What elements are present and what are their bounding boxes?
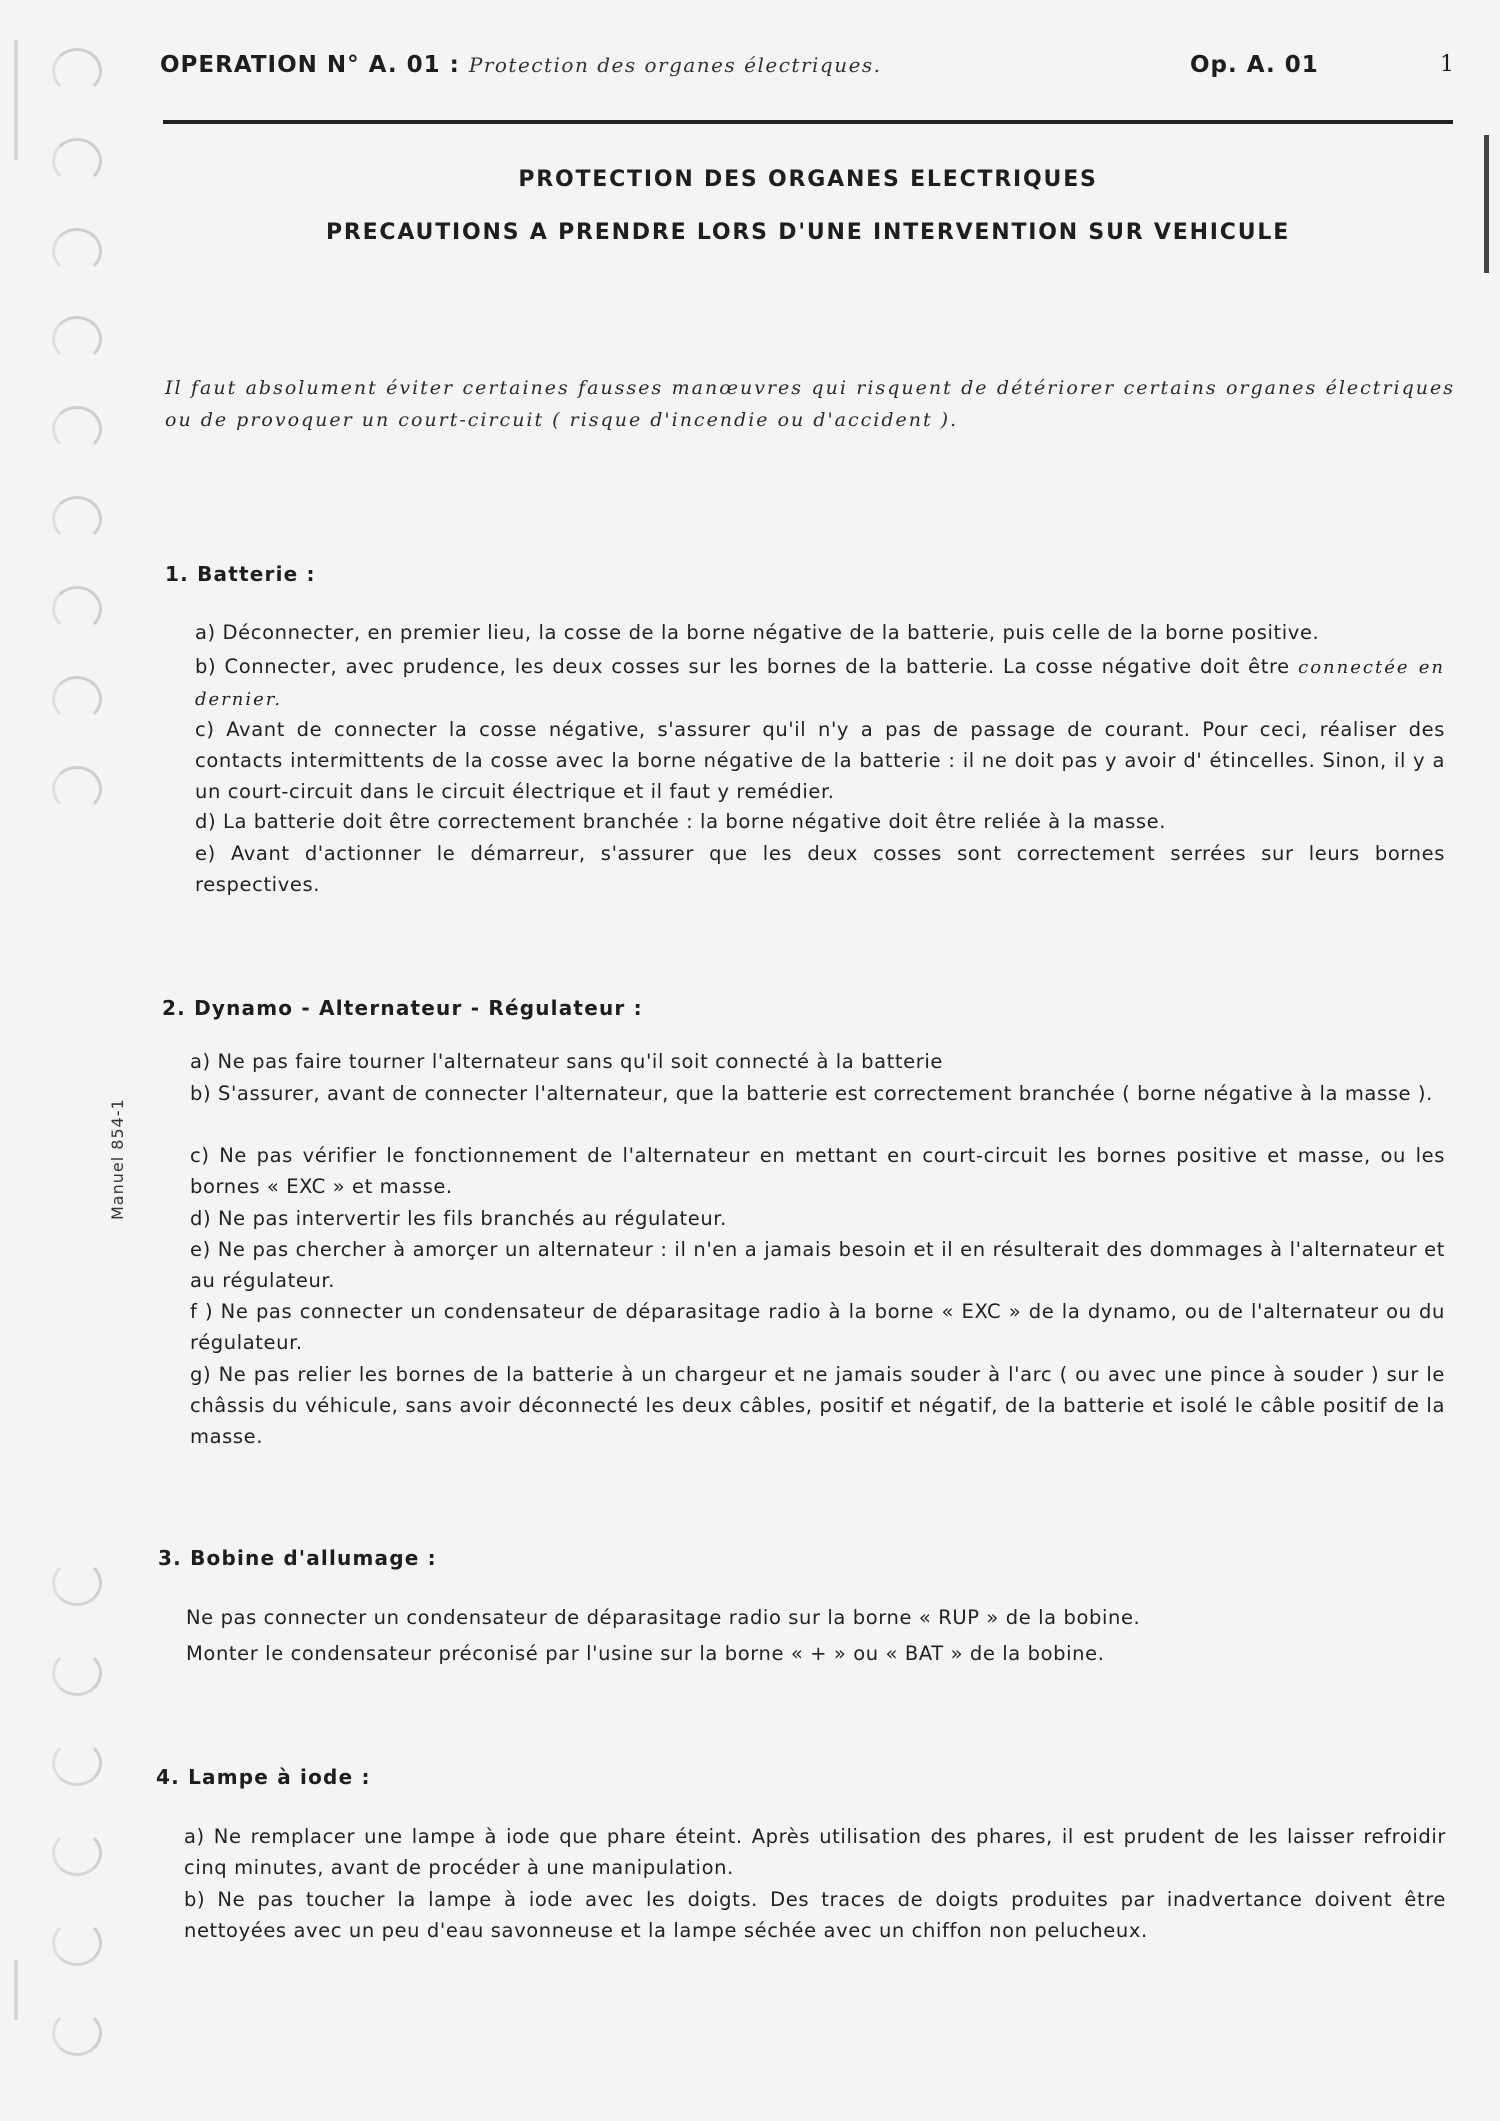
list-item: e) Avant d'actionner le démarreur, s'assurer que les deux cosses sont correctement serrées sur leurs bornes respectives.: [195, 842, 1445, 896]
section-heading: 4. Lampe à iode :: [156, 1765, 371, 1789]
binder-hole: [52, 676, 102, 722]
binder-hole: [52, 496, 102, 542]
header-rule: [163, 120, 1453, 124]
header-operation: [160, 52, 882, 78]
page-title: PROTECTION DES ORGANES ELECTRIQUES: [518, 167, 1098, 192]
binder-hole: [52, 1740, 102, 1786]
list-item: [195, 651, 1445, 715]
operation-description: Protection des organes électriques.: [468, 53, 882, 77]
operation-number: OPERATION N° A. 01 :: [160, 52, 460, 78]
binder-hole: [52, 1830, 102, 1876]
binder-hole: [52, 1560, 102, 1606]
binder-hole: [52, 48, 102, 94]
list-item: d) Ne pas intervertir les fils branchés au régulateur.: [190, 1207, 727, 1230]
list-item: b) Ne pas toucher la lampe à iode avec les doigts. Des traces de doigts produites par inadvertance doivent être nettoyées avec un peu d'eau savonneuse et la lampe séchée avec un chiffon non pelucheux.: [184, 1888, 1446, 1942]
list-item: g) Ne pas relier les bornes de la batterie à un chargeur et ne jamais souder à l'arc ( ou avec une pince à souder ) sur le châssis du véhicule, sans avoir déconnecté les deux câbles, positif et négatif, de la batterie et isolé le câble positif de la masse.: [190, 1363, 1445, 1448]
section-heading: 1. Batterie :: [165, 562, 316, 586]
list-item: f ) Ne pas connecter un condensateur de déparasitage radio à la borne « EXC » de la dynamo, ou de l'alternateur ou du régulateur.: [190, 1300, 1445, 1354]
item-text: b) Connecter, avec prudence, les deux cosses sur les bornes de la batterie. La cosse négative doit être: [195, 655, 1290, 678]
section-heading: 3. Bobine d'allumage :: [158, 1546, 437, 1570]
list-item: a) Ne remplacer une lampe à iode que phare éteint. Après utilisation des phares, il est prudent de les laisser refroidir cinq minutes, avant de procéder à une manipulation.: [184, 1825, 1446, 1879]
operation-reference: Op. A. 01: [1190, 52, 1319, 78]
page-subtitle: PRECAUTIONS A PRENDRE LORS D'UNE INTERVENTION SUR VEHICULE: [325, 220, 1291, 245]
list-item: e) Ne pas chercher à amorçer un alternateur : il n'en a jamais besoin et il en résulterait des dommages à l'alternateur et au régulateur.: [190, 1238, 1445, 1292]
binder-hole: [52, 316, 102, 362]
binder-hole: [52, 138, 102, 184]
list-item: b) S'assurer, avant de connecter l'alternateur, que la batterie est correctement branchée ( borne négative à la masse ).: [190, 1082, 1433, 1105]
item-emphasis: connectée en dernier.: [195, 657, 1445, 710]
text-line: Ne pas connecter un condensateur de déparasitage radio sur la borne « RUP » de la bobine.: [186, 1606, 1141, 1629]
list-item: a) Ne pas faire tourner l'alternateur sans qu'il soit connecté à la batterie: [190, 1050, 944, 1073]
list-item: c) Avant de connecter la cosse négative, s'assurer qu'il n'y a pas de passage de courant. Pour ceci, réaliser des contacts intermittents de la cosse avec la borne négative de la batterie : il ne doit pas y avoir d' étincelles. Sinon, il y a un court-circuit dans le circuit électrique et il faut y remédier.: [195, 718, 1445, 803]
margin-label: Manuel 854-1: [108, 1098, 127, 1220]
scan-bar: [1484, 135, 1489, 273]
binder-hole: [52, 228, 102, 274]
edge-mark: [14, 1960, 18, 2020]
page-number: 1: [1440, 52, 1454, 77]
binder-hole: [52, 586, 102, 632]
list-item: a) Déconnecter, en premier lieu, la cosse de la borne négative de la batterie, puis celle de la borne positive.: [195, 621, 1320, 644]
binder-hole: [52, 2010, 102, 2056]
list-item: c) Ne pas vérifier le fonctionnement de l'alternateur en mettant en court-circuit les bornes positive et masse, ou les bornes « EXC » et masse.: [190, 1144, 1445, 1198]
edge-mark: [14, 40, 18, 160]
list-item: d) La batterie doit être correctement branchée : la borne négative doit être reliée à la masse.: [195, 810, 1167, 833]
text-line: Monter le condensateur préconisé par l'usine sur la borne « + » ou « BAT » de la bobine.: [186, 1642, 1105, 1665]
binder-hole: [52, 1920, 102, 1966]
binder-hole: [52, 766, 102, 812]
binder-hole: [52, 406, 102, 452]
binder-hole: [52, 1650, 102, 1696]
intro-paragraph: Il faut absolument éviter certaines fausses manœuvres qui risquent de détériorer certains organes électriques ou de provoquer un court-circuit ( risque d'incendie ou d'accident ).: [165, 377, 1455, 431]
section-heading: 2. Dynamo - Alternateur - Régulateur :: [162, 996, 643, 1020]
